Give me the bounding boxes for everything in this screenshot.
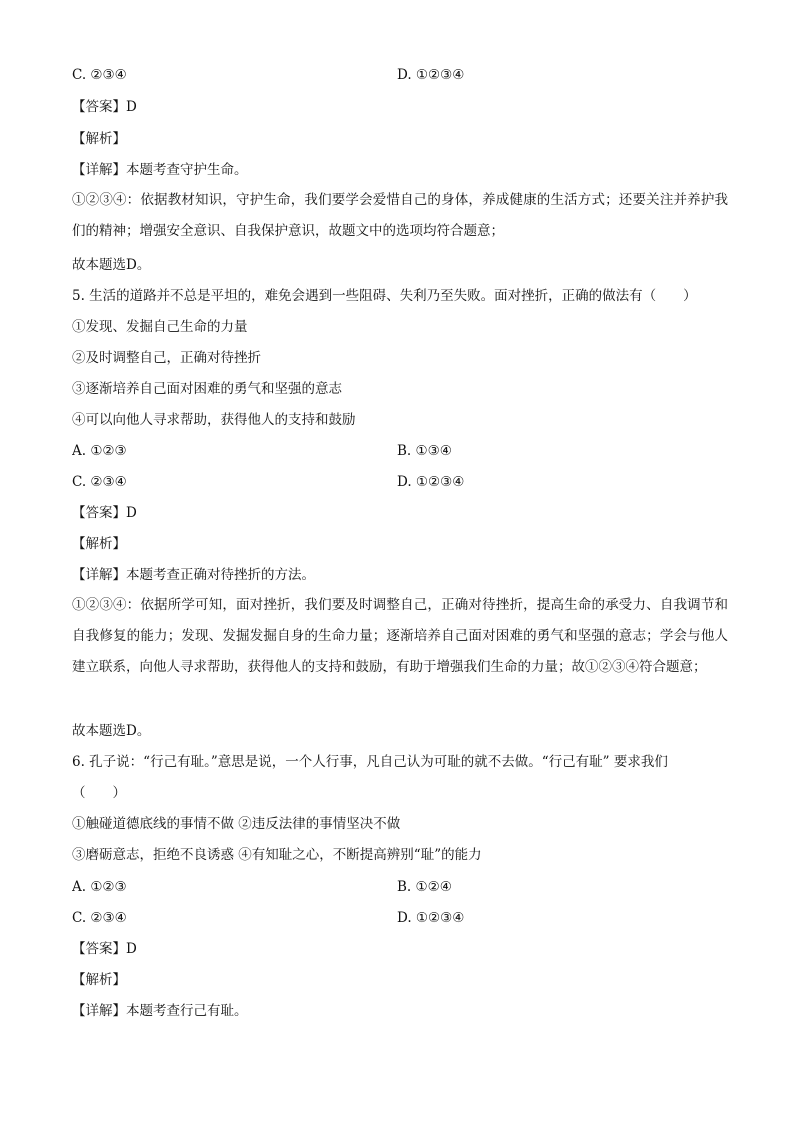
option-c: C. ②③④ xyxy=(72,67,127,83)
analysis-label: 【解析】 xyxy=(72,536,126,552)
choice-items: ③磨砺意志，拒绝不良诱惑 ④有知耻之心，不断提高辨别“耻”的能力 xyxy=(72,847,482,863)
question-stem: 5. 生活的道路并不总是平坦的，难免会遇到一些阻碍、失利乃至失败。面对挫折，正确的做法有（ ） xyxy=(72,288,697,304)
option-d: D. ①②③④ xyxy=(397,910,465,926)
option-c: C. ②③④ xyxy=(72,910,127,926)
detail-label: 【详解】本题考查行己有耻。 xyxy=(72,1003,248,1019)
answer-label: 【答案】D xyxy=(72,505,137,521)
option-a: A. ①②③ xyxy=(72,443,127,459)
answer-label: 【答案】D xyxy=(72,941,137,957)
choice-item: ④可以向他人寻求帮助，获得他人的支持和鼓励 xyxy=(72,412,356,428)
option-c: C. ②③④ xyxy=(72,474,127,490)
option-d: D. ①②③④ xyxy=(397,474,465,490)
option-b: B. ①③④ xyxy=(397,443,452,459)
answer-label: 【答案】D xyxy=(72,99,137,115)
analysis-label: 【解析】 xyxy=(72,131,126,147)
conclusion-text: 故本题选D。 xyxy=(72,257,151,273)
choice-item: ③逐渐培养自己面对困难的勇气和坚强的意志 xyxy=(72,381,342,397)
question-stem-blank: （ ） xyxy=(72,785,126,801)
choice-item: ②及时调整自己，正确对待挫折 xyxy=(72,350,261,366)
choice-item: ①发现、发掘自己生命的力量 xyxy=(72,319,248,335)
choice-items: ①触碰道德底线的事情不做 ②违反法律的事情坚决不做 xyxy=(72,816,401,832)
detail-label: 【详解】本题考查守护生命。 xyxy=(72,162,248,178)
detail-label: 【详解】本题考查正确对待挫折的方法。 xyxy=(72,567,315,583)
explanation-paragraph: ①②③④：依据教材知识，守护生命，我们要学会爱惜自己的身体，养成健康的生活方式；还要关注并养护我们的精神；增强安全意识、自我保护意识，故题文中的选项均符合题意； xyxy=(72,192,728,239)
conclusion-text: 故本题选D。 xyxy=(72,723,151,739)
option-d: D. ①②③④ xyxy=(397,67,465,83)
option-a: A. ①②③ xyxy=(72,879,127,895)
explanation-paragraph: ①②③④：依据所学可知，面对挫折，我们要及时调整自己，正确对待挫折，提高生命的承受力、自我调节和自我修复的能力；发现、发掘发掘自身的生命力量；逐渐培养自己面对困难的勇气和坚强的意志；学会与他人建立联系，向他人寻求帮助，获得他人的支持和鼓励，有助于增强我们生命的力量；故①②③④符合题意； xyxy=(72,597,728,675)
question-stem: 6. 孔子说：“行己有耻。”意思是说，一个人行事，凡自己认为可耻的就不去做。“行己有耻” 要求我们 xyxy=(72,754,668,770)
analysis-label: 【解析】 xyxy=(72,972,126,988)
option-b: B. ①②④ xyxy=(397,879,452,895)
